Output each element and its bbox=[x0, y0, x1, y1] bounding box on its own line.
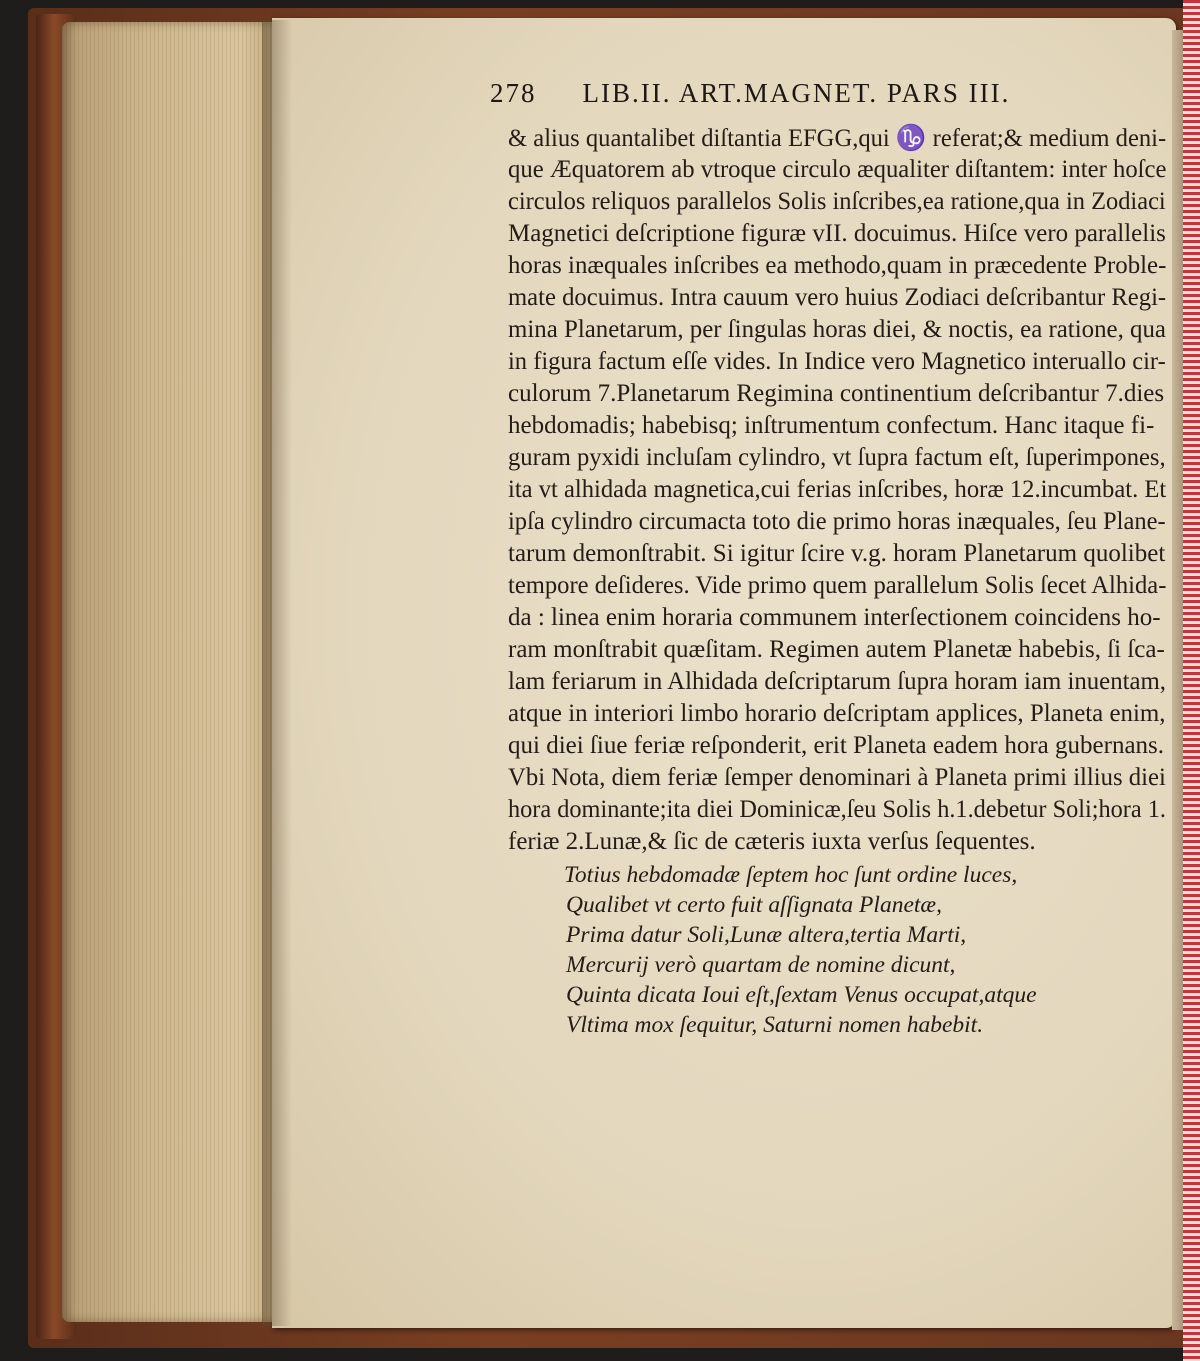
body-line: ipſa cylindro circumacta toto die primo horas inæquales, ſeu Plane- bbox=[508, 508, 1166, 535]
verse-line: Totius hebdomadæ ſeptem hoc ſunt ordine luces, bbox=[564, 862, 1018, 888]
body-line: da : linea enim horaria communem interſectionem coincidens ho- bbox=[508, 604, 1161, 631]
body-line: circulos reliquos parallelos Solis inſcribes,ea ratione,qua in Zodiaci bbox=[508, 188, 1166, 215]
body-line: & alius quantalibet diſtantia EFGG,qui ♑ referat;& medium deni- bbox=[508, 125, 1167, 152]
verse-line: Mercurij verò quartam de nomine dicunt, bbox=[566, 952, 956, 978]
body-line: Vbi Nota, diem feriæ ſemper denominari à Planeta primi illius diei bbox=[508, 764, 1166, 791]
running-title: LIB.II. ART.MAGNET. PARS III. bbox=[582, 78, 1011, 108]
page-gutter-shadow bbox=[262, 20, 292, 1326]
bookmark-ribbon bbox=[1183, 0, 1200, 1361]
body-line: ita vt alhidada magnetica,cui ferias inſcribes, horæ 12.incumbat. Et bbox=[508, 476, 1167, 503]
verse-line: Vltima mox ſequitur, Saturni nomen habebit. bbox=[566, 1012, 984, 1038]
body-line: feriæ 2.Lunæ,& ſic de cæteris iuxta verſus ſequentes. bbox=[508, 828, 1036, 855]
body-line: Magnetici deſcriptione figuræ vII. docuimus. Hiſce vero parallelis bbox=[508, 220, 1166, 247]
body-line: que Æquatorem ab vtroque circulo æqualiter diſtantem: inter hoſce bbox=[508, 156, 1167, 183]
verse-line: Qualibet vt certo fuit aſſignata Planetæ, bbox=[566, 892, 942, 918]
verse-line: Prima datur Soli,Lunæ altera,tertia Marti, bbox=[566, 922, 967, 948]
verse-line: Quinta dicata Ioui eſt,ſextam Venus occupat,atque bbox=[566, 982, 1037, 1008]
body-line: tempore deſideres. Vide primo quem parallelum Solis ſecet Alhida- bbox=[508, 572, 1167, 599]
body-line: hebdomadis; habebisq; inſtrumentum confectum. Hanc itaque fi- bbox=[508, 412, 1155, 439]
body-line: ram monſtrabit quæſitam. Regimen autem Planetæ habebis, ſi ſca- bbox=[508, 636, 1165, 663]
body-line: qui diei ſiue feriæ reſponderit, erit Planeta eadem hora gubernans. bbox=[508, 732, 1165, 759]
body-line: horas inæquales inſcribes ea methodo,quam in præcedente Proble- bbox=[508, 252, 1167, 279]
body-line: guram pyxidi incluſam cylindro, vt ſupra factum eſt, ſuperimpones, bbox=[508, 444, 1166, 471]
body-line: atque in interiori limbo horario deſcriptam applices, Planeta enim, bbox=[508, 700, 1166, 727]
body-line: culorum 7.Planetarum Regimina continentium deſcribantur 7.dies bbox=[508, 380, 1165, 407]
body-line: mate docuimus. Intra cauum vero huius Zodiaci deſcribantur Regi- bbox=[508, 284, 1167, 311]
body-line: tarum demonſtrabit. Si igitur ſcire v.g. horam Planetarum quolibet bbox=[508, 540, 1166, 567]
body-line: mina Planetarum, per ſingulas horas diei, & noctis, ea ratione, qua bbox=[508, 316, 1166, 343]
page-stack-edge bbox=[62, 22, 272, 1322]
body-line: hora dominante;ita diei Dominicæ,ſeu Solis h.1.debetur Soli;hora 1. bbox=[508, 796, 1166, 823]
body-line: in figura factum eſſe vides. In Indice vero Magnetico interuallo cir- bbox=[508, 348, 1166, 375]
running-header bbox=[490, 78, 1010, 109]
page-number: 278 bbox=[490, 78, 537, 108]
body-line: lam feriarum in Alhidada deſcriptarum ſupra horam iam inuentam, bbox=[508, 668, 1167, 695]
